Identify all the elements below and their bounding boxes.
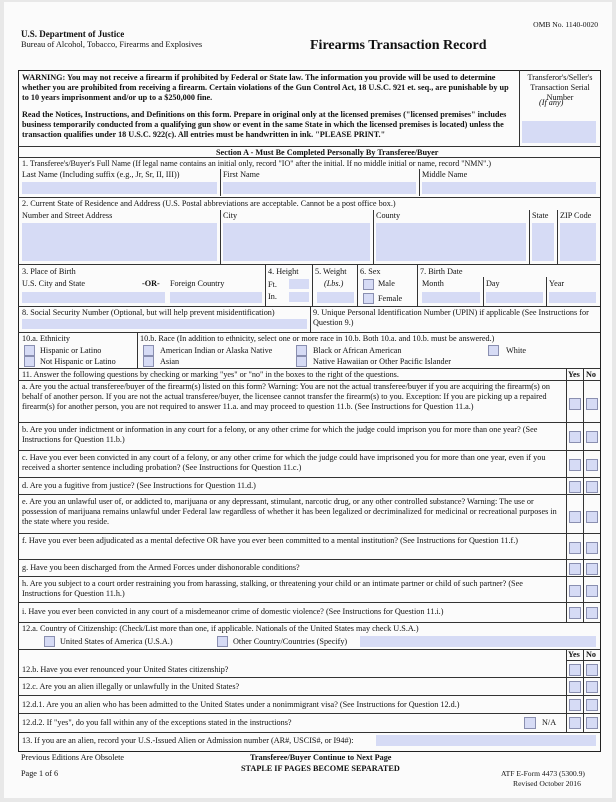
- q1-first-name-label: First Name: [223, 170, 260, 179]
- q11h-no-box[interactable]: [586, 585, 598, 597]
- q2-label: 2. Current State of Residence and Address (U.S. Postal abbreviations are acceptable. Cannot be a post office box.): [22, 199, 396, 208]
- q3-or-label: -OR-: [142, 279, 160, 288]
- q12c-text: 12.c. Are you an alien illegally or unlawfully in the United States?: [22, 682, 240, 691]
- q10b-label: 10.b. Race (In addition to ethnicity, select one or more race in 10.b. Both 10.a. and 10.b. must be answered.): [140, 334, 495, 343]
- q12d1-no-box[interactable]: [586, 699, 598, 711]
- county-input[interactable]: [376, 223, 526, 261]
- q11d-no-box[interactable]: [586, 481, 598, 493]
- q12d2-na-label: N/A: [542, 718, 557, 727]
- q11h-yes-box[interactable]: [569, 585, 581, 597]
- race-american-indian-checkbox[interactable]: [143, 345, 154, 356]
- serial-number-input[interactable]: [522, 121, 596, 143]
- q2-city-label: City: [223, 211, 238, 220]
- other-country-input[interactable]: [360, 636, 596, 647]
- q11g-text: g. Have you been discharged from the Armed Forces under dishonorable conditions?: [22, 563, 300, 572]
- race-white-label: White: [506, 346, 527, 355]
- q10a-label: 10.a. Ethnicity: [22, 334, 70, 343]
- q12d2-yes-box[interactable]: [569, 717, 581, 729]
- yes-column-header-2: Yes: [568, 650, 580, 659]
- instructions-text: Read the Notices, Instructions, and Definitions on this form. Prepare in original only at the licensed premises ("licensed premises" includes business temporarily conducted from a qualifying gun show or event in the same State in which the licensed premises is located) unless the transaction qualifies under 18 U.S.C. 922(c). All entries must be handwritten in ink. "PLEASE PRINT.": [22, 110, 507, 139]
- q11c-yes-box[interactable]: [569, 459, 581, 471]
- q12d1-text: 12.d.1. Are you an alien who has been admitted to the United States under a nonimmigrant visa? (See Instructions for Question 12.d.): [22, 700, 460, 709]
- birth-foreign-country-input[interactable]: [170, 292, 262, 303]
- form-number: ATF E-Form 4473 (5300.9): [501, 769, 585, 778]
- q11g-no-box[interactable]: [586, 563, 598, 575]
- q12d2-na-box[interactable]: [524, 717, 536, 729]
- q1-last-name-label: Last Name (Including suffix (e.g., Jr, Sr, II, III)): [22, 170, 180, 179]
- birth-city-state-input[interactable]: [22, 292, 165, 303]
- q4-inches-label: In.: [268, 292, 277, 301]
- ssn-input[interactable]: [22, 319, 307, 329]
- citizenship-other-label: Other Country/Countries (Specify): [233, 637, 348, 646]
- q11i-no-box[interactable]: [586, 607, 598, 619]
- birth-day-input[interactable]: [486, 292, 543, 303]
- q11c-no-box[interactable]: [586, 459, 598, 471]
- yes-column-header: Yes: [568, 370, 580, 379]
- race-pacific-islander-checkbox[interactable]: [296, 356, 307, 367]
- q11b-yes-box[interactable]: [569, 431, 581, 443]
- q11g-yes-box[interactable]: [569, 563, 581, 575]
- department-name: U.S. Department of Justice: [21, 29, 125, 39]
- q11a-text: a. Are you the actual transferee/buyer of the firearm(s) listed on this form? Warning: You are not the actual transferee/buyer if you are acquiring the firearm(s) on behalf of another person. If you are not the actual transferee/buyer, the licensee cannot transfer the firearm(s) to you. Exception: If you are picking up a repaired firearm(s) for another person, you are not required to answer 11.a. and may proceed to question 11.b. (See Instructions for Question 11.a.): [22, 382, 550, 411]
- race-white-checkbox[interactable]: [488, 345, 499, 356]
- form-title: Firearms Transaction Record: [310, 38, 487, 53]
- q12b-yes-box[interactable]: [569, 664, 581, 676]
- q8-label: 8. Social Security Number (Optional, but will help prevent misidentification): [22, 308, 275, 317]
- staple-note: STAPLE IF PAGES BECOME SEPARATED: [241, 764, 400, 773]
- revision-date: Revised October 2016: [513, 779, 581, 788]
- q7-day-label: Day: [486, 279, 500, 288]
- height-feet-input[interactable]: [289, 279, 309, 289]
- sex-male-checkbox[interactable]: [363, 279, 374, 290]
- q4-feet-label: Ft.: [268, 280, 277, 289]
- race-pacific-islander-label: Native Hawaiian or Other Pacific Islander: [313, 357, 451, 366]
- q7-month-label: Month: [422, 279, 444, 288]
- no-column-header: No: [586, 370, 597, 379]
- q4-label: 4. Height: [268, 267, 299, 276]
- weight-input[interactable]: [317, 292, 354, 303]
- street-address-input[interactable]: [22, 223, 217, 261]
- q11b-text: b. Are you under indictment or information in any court for a felony, or any other crime for which the judge could imprison you for more than one year? (See Instructions for Question 11.b.): [22, 425, 538, 444]
- bureau-name: Bureau of Alcohol, Tobacco, Firearms and Explosives: [21, 40, 203, 49]
- q12b-no-box[interactable]: [586, 664, 598, 676]
- q2-zip-label: ZIP Code: [560, 211, 592, 220]
- form-page: [4, 2, 612, 798]
- warning-text: WARNING: You may not receive a firearm if prohibited by Federal or State law. The information you provide will be used to determine whether you are prohibited from receiving a firearm. Certain violations of the Gun Control Act, 18 U.S.C. 921 et. seq., are punishable by up to 10 years imprisonment and/or up to a $250,000 fine.: [22, 73, 509, 102]
- q11e-no-box[interactable]: [586, 511, 598, 523]
- state-input[interactable]: [532, 223, 554, 261]
- q11c-text: c. Have you ever been convicted in any court of a felony, or any other crime for which the judge could have imprisoned you for more than one year, even if you received a shorter sentence including probation? (See Instructions for Question 11.c.): [22, 453, 546, 472]
- q12c-yes-box[interactable]: [569, 681, 581, 693]
- q3-label: 3. Place of Birth: [22, 267, 76, 276]
- q12d1-yes-box[interactable]: [569, 699, 581, 711]
- zip-input[interactable]: [560, 223, 596, 261]
- citizenship-usa-label: United States of America (U.S.A.): [60, 637, 173, 646]
- middle-name-input[interactable]: [422, 182, 596, 194]
- serial-number-label: Transferor's/Seller's Transaction Serial Number: [527, 73, 593, 102]
- q3-foreign-country-label: Foreign Country: [170, 279, 225, 288]
- not-hispanic-checkbox[interactable]: [24, 356, 35, 367]
- q11b-no-box[interactable]: [586, 431, 598, 443]
- q7-year-label: Year: [549, 279, 565, 288]
- race-american-indian-label: American Indian or Alaska Native: [160, 346, 273, 355]
- q11e-text: e. Are you an unlawful user of, or addicted to, marijuana or any depressant, stimulant, narcotic drug, or any other controlled substance? Warning: The use or possession of marijuana remains unlawful under Federal law regardless of whether it has been legalized or decriminalized for medicinal or recreational purposes in the state where you reside.: [22, 497, 557, 526]
- no-column-header-2: No: [586, 650, 597, 659]
- q11i-yes-box[interactable]: [569, 607, 581, 619]
- birth-year-input[interactable]: [549, 292, 596, 303]
- page-number: Page 1 of 6: [21, 769, 59, 778]
- citizenship-other-checkbox[interactable]: [217, 636, 228, 647]
- race-black-checkbox[interactable]: [296, 345, 307, 356]
- sex-female-checkbox[interactable]: [363, 293, 374, 304]
- q5-label: 5. Weight: [315, 267, 347, 276]
- q11a-no-box[interactable]: [586, 398, 598, 410]
- q12d2-no-box[interactable]: [586, 717, 598, 729]
- previous-editions-note: Previous Editions Are Obsolete: [21, 753, 125, 762]
- q12b-text: 12.b. Have you ever renounced your United States citizenship?: [22, 665, 229, 674]
- first-name-input[interactable]: [223, 182, 416, 194]
- q1-middle-name-label: Middle Name: [422, 170, 468, 179]
- q11f-text: f. Have you ever been adjudicated as a mental defective OR have you ever been committed to a mental institution? (See Instructions for Question 11.f.): [22, 536, 519, 545]
- last-name-input[interactable]: [22, 182, 217, 194]
- q11f-no-box[interactable]: [586, 542, 598, 554]
- race-asian-label: Asian: [160, 357, 180, 366]
- citizenship-usa-checkbox[interactable]: [44, 636, 55, 647]
- q11e-yes-box[interactable]: [569, 511, 581, 523]
- q5-unit-label: (Lbs.): [324, 279, 344, 288]
- hispanic-label: Hispanic or Latino: [40, 346, 102, 355]
- sex-female-label: Female: [378, 294, 403, 303]
- q2-state-label: State: [532, 211, 549, 220]
- q13-text: 13. If you are an alien, record your U.S.-Issued Alien or Admission number (AR#, USCIS#, or I94#):: [22, 736, 354, 745]
- q11h-text: h. Are you subject to a court order restraining you from harassing, stalking, or threatening your child or an intimate partner or child of such partner? (See Instructions for Question 11.h.): [22, 579, 523, 598]
- q3-us-city-label: U.S. City and State: [22, 279, 85, 288]
- city-input[interactable]: [223, 223, 370, 261]
- serial-number-note: (If any): [539, 98, 564, 107]
- q12d2-text: 12.d.2. If "yes", do you fall within any of the exceptions stated in the instructions?: [22, 718, 292, 727]
- height-inches-input[interactable]: [289, 292, 309, 302]
- q12a-label: 12.a. Country of Citizenship: (Check/List more than one, if applicable. Nationals of the United States may check U.S.A.): [22, 624, 419, 633]
- race-black-label: Black or African American: [313, 346, 402, 355]
- q1-label: 1. Transferee's/Buyer's Full Name (If legal name contains an initial only, record "IO" after the initial. If no middle initial or name, record "NMN".): [22, 159, 492, 168]
- q2-street-label: Number and Street Address: [22, 211, 113, 220]
- race-asian-checkbox[interactable]: [143, 356, 154, 367]
- alien-number-input[interactable]: [376, 735, 596, 746]
- q6-label: 6. Sex: [360, 267, 381, 276]
- q12c-no-box[interactable]: [586, 681, 598, 693]
- q11f-yes-box[interactable]: [569, 542, 581, 554]
- omb-number: OMB No. 1140-0020: [533, 20, 598, 29]
- q9-label: 9. Unique Personal Identification Number (UPIN) if applicable (See Instructions for Question 9.): [313, 308, 589, 327]
- q7-label: 7. Birth Date: [420, 267, 463, 276]
- birth-month-input[interactable]: [422, 292, 480, 303]
- q11i-text: i. Have you ever been convicted in any court of a misdemeanor crime of domestic violence? (See Instructions for Question 11.i.): [22, 607, 444, 616]
- q11-label: 11. Answer the following questions by checking or marking "yes" or "no" in the boxes to the right of the questions.: [22, 370, 399, 379]
- section-a-heading: Section A - Must Be Completed Personally By Transferee/Buyer: [216, 148, 439, 157]
- hispanic-checkbox[interactable]: [24, 345, 35, 356]
- q2-county-label: County: [376, 211, 401, 220]
- not-hispanic-label: Not Hispanic or Latino: [40, 357, 116, 366]
- q11d-yes-box[interactable]: [569, 481, 581, 493]
- continue-note: Transferee/Buyer Continue to Next Page: [250, 753, 392, 762]
- q11a-yes-box[interactable]: [569, 398, 581, 410]
- sex-male-label: Male: [378, 279, 395, 288]
- q11d-text: d. Are you a fugitive from justice? (See Instructions for Question 11.d.): [22, 481, 256, 490]
